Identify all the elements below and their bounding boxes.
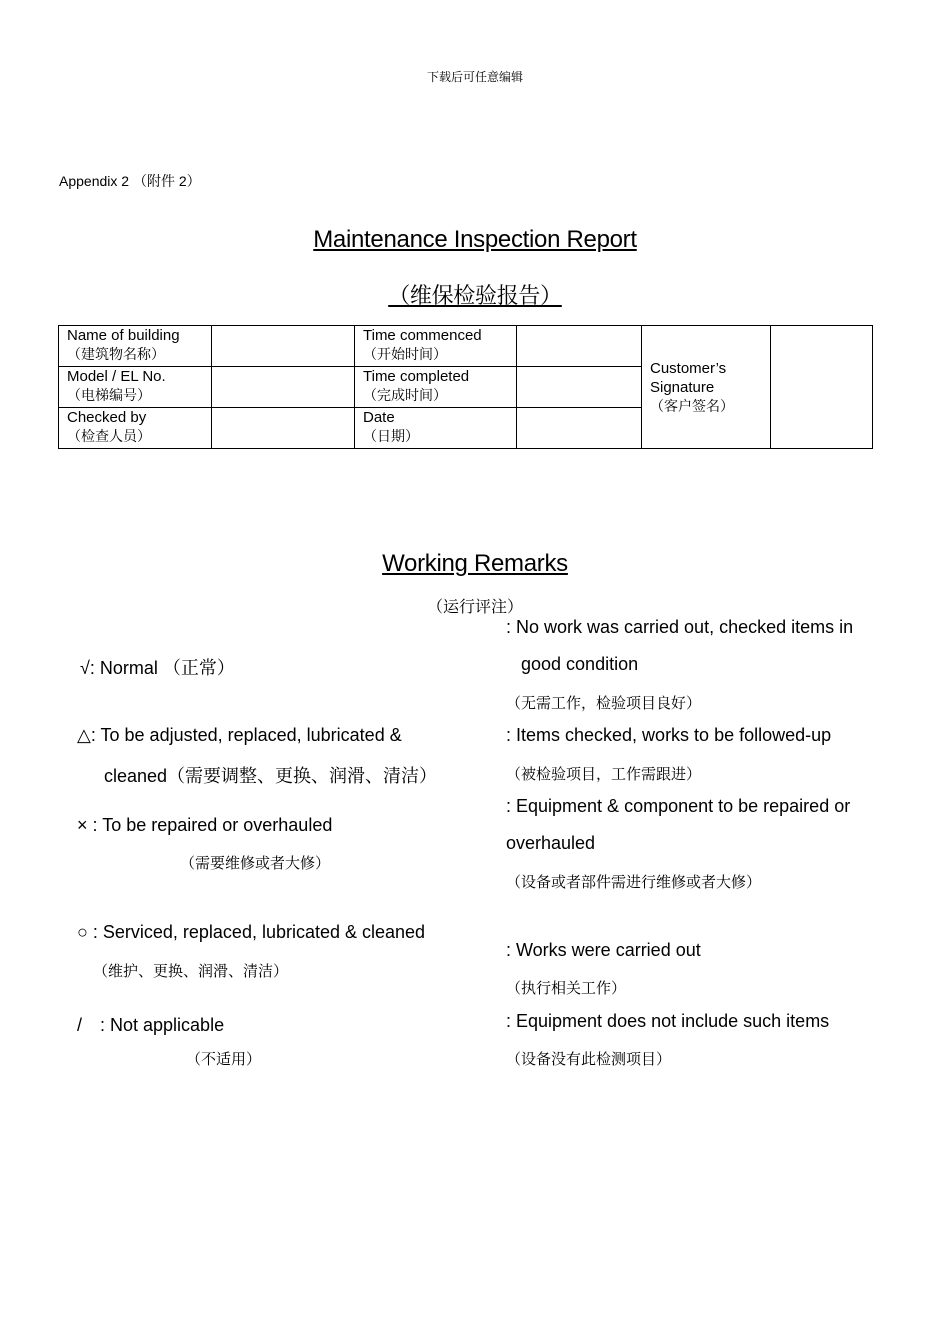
legend-not-applicable-desc: : Equipment does not include such items [506, 1011, 830, 1031]
legend-adjust-label-1: △: To be adjusted, replaced, lubricated & [77, 725, 402, 745]
time-commenced-field[interactable] [517, 326, 642, 367]
legend-adjust-label-2: cleaned（需要调整、更换、润滑、清洁） [104, 766, 438, 786]
model-el-no-cn: （电梯编号） [67, 387, 151, 403]
legend-serviced-desc-cn: （执行相关工作） [506, 980, 627, 997]
checked-by-cn: （检查人员） [67, 428, 151, 444]
customer-signature-field[interactable] [771, 326, 873, 449]
legend-normal-desc-2: good condition [521, 654, 639, 674]
legend-normal-desc-cn: （无需工作，检验项目良好） [506, 695, 702, 712]
model-el-no-label [59, 367, 212, 408]
customer-signature-cn: （客户签名） [650, 397, 734, 414]
time-completed-label [355, 367, 517, 408]
date-field[interactable] [517, 408, 642, 449]
checked-by-field[interactable] [212, 408, 355, 449]
legend-repair-label-cn: （需要维修或者大修） [180, 855, 331, 872]
time-commenced-text: Time commenced [363, 327, 482, 344]
model-el-no-text: Model / EL No. [67, 368, 166, 385]
time-commenced-cn: （开始时间） [363, 346, 447, 362]
legend-repair-desc-cn: （设备或者部件需进行维修或者大修） [506, 874, 762, 891]
legend-repair-label: × : To be repaired or overhauled [77, 815, 333, 835]
checked-by-text: Checked by [67, 409, 147, 426]
time-completed-cn: （完成时间） [363, 387, 447, 403]
date-label [355, 408, 517, 449]
name-of-building-cn: （建筑物名称） [67, 346, 165, 362]
legend-normal-desc-1: : No work was carried out, checked items in [506, 617, 854, 637]
report-title-cn: （维保检验报告） [388, 283, 562, 308]
legend-adjust-desc-cn: （被检验项目，工作需跟进） [506, 766, 702, 783]
legend-not-applicable-label: / : Not applicable [77, 1015, 225, 1035]
date-text: Date [363, 409, 395, 426]
legend-serviced-label: ○ : Serviced, replaced, lubricated & cleaned [77, 922, 426, 942]
legend-serviced-label-cn: （维护、更换、润滑、清洁） [93, 963, 289, 980]
name-of-building-text: Name of building [67, 327, 180, 344]
time-completed-text: Time completed [363, 368, 470, 385]
working-remarks-subtitle: （运行评注） [426, 599, 523, 616]
header-note: 下载后可任意编辑 [426, 70, 523, 84]
time-completed-field[interactable] [517, 367, 642, 408]
appendix-label: Appendix 2 （附件 2） [59, 173, 201, 189]
table-row [59, 326, 873, 367]
legend-serviced-desc: : Works were carried out [506, 940, 701, 960]
legend-repair-desc-1: : Equipment & component to be repaired or [506, 796, 851, 816]
date-cn: （日期） [363, 428, 419, 444]
legend-repair-desc-2: overhauled [506, 833, 596, 853]
inspection-info-table [58, 325, 873, 449]
legend-normal-label: √: Normal （正常） [80, 658, 235, 678]
customer-signature-text-1: Customer’s [650, 359, 727, 377]
customer-signature-text-2: Signature [650, 378, 715, 396]
name-of-building-label [59, 326, 212, 367]
legend-adjust-desc: : Items checked, works to be followed-up [506, 725, 832, 745]
checked-by-label [59, 408, 212, 449]
legend-not-applicable-label-cn: （不适用） [186, 1051, 262, 1068]
time-commenced-label [355, 326, 517, 367]
working-remarks-title: Working Remarks [382, 550, 568, 577]
name-of-building-field[interactable] [212, 326, 355, 367]
customer-signature-label [642, 326, 771, 449]
model-el-no-field[interactable] [212, 367, 355, 408]
report-title: Maintenance Inspection Report [313, 226, 637, 253]
legend-not-applicable-desc-cn: （设备没有此检测项目） [506, 1051, 672, 1068]
